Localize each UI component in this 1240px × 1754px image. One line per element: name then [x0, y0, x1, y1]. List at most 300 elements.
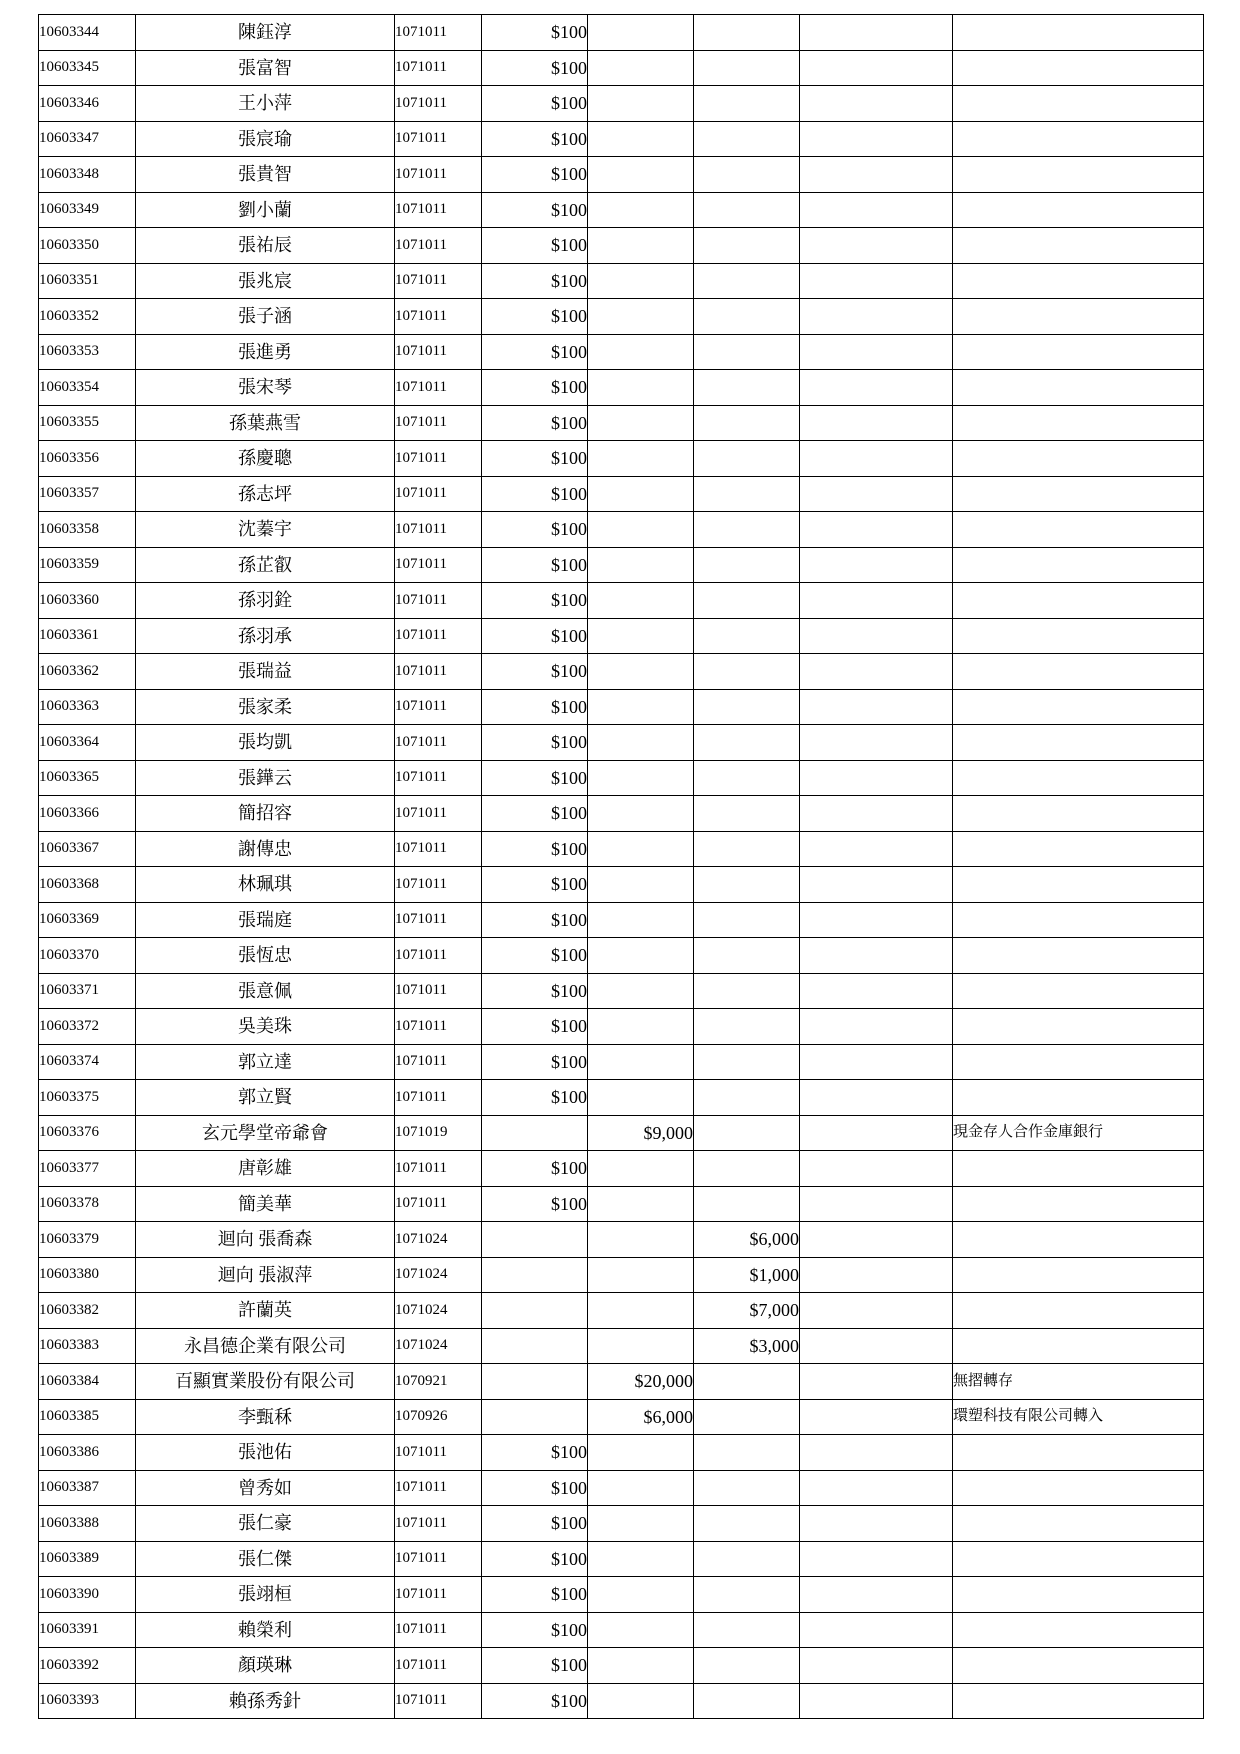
note-cell	[953, 86, 1204, 122]
date-cell: 1071011	[395, 50, 482, 86]
date-cell: 1071011	[395, 1612, 482, 1648]
amount-col2-cell	[588, 547, 694, 583]
date-cell: 1071011	[395, 121, 482, 157]
date-cell: 1071011	[395, 796, 482, 832]
date-cell: 1071011	[395, 583, 482, 619]
amount-col3-cell	[694, 689, 800, 725]
table-row	[39, 370, 1204, 406]
amount-col1-cell: $100	[482, 654, 588, 690]
donor-name-cell: 林珮琪	[136, 867, 395, 903]
date-cell: 1071011	[395, 831, 482, 867]
amount-col1-cell: $100	[482, 1577, 588, 1613]
table-row	[39, 1470, 1204, 1506]
amount-col4-cell	[800, 760, 953, 796]
table-row	[39, 1115, 1204, 1151]
amount-col4-cell	[800, 1648, 953, 1684]
amount-col1-cell: $100	[482, 334, 588, 370]
donor-name-cell: 簡招容	[136, 796, 395, 832]
date-cell: 1071011	[395, 973, 482, 1009]
note-cell	[953, 157, 1204, 193]
amount-col4-cell	[800, 263, 953, 299]
amount-col4-cell	[800, 192, 953, 228]
amount-col1-cell	[482, 1257, 588, 1293]
amount-col2-cell	[588, 689, 694, 725]
note-cell	[953, 796, 1204, 832]
donor-name-cell: 張宋琴	[136, 370, 395, 406]
table-row	[39, 796, 1204, 832]
receipt-number-cell: 10603363	[39, 689, 136, 725]
amount-col3-cell	[694, 1151, 800, 1187]
note-cell	[953, 1151, 1204, 1187]
amount-col2-cell	[588, 796, 694, 832]
amount-col3-cell	[694, 1470, 800, 1506]
table-row	[39, 831, 1204, 867]
note-cell	[953, 15, 1204, 51]
amount-col4-cell	[800, 725, 953, 761]
amount-col3-cell	[694, 441, 800, 477]
amount-col1-cell: $100	[482, 902, 588, 938]
amount-col4-cell	[800, 1577, 953, 1613]
table-row	[39, 15, 1204, 51]
amount-col2-cell	[588, 973, 694, 1009]
amount-col1-cell: $100	[482, 1044, 588, 1080]
amount-col2-cell	[588, 867, 694, 903]
amount-col4-cell	[800, 831, 953, 867]
table-row	[39, 1506, 1204, 1542]
receipt-number-cell: 10603385	[39, 1399, 136, 1435]
table-row	[39, 1328, 1204, 1364]
amount-col2-cell	[588, 15, 694, 51]
amount-col1-cell: $100	[482, 938, 588, 974]
receipt-number-cell: 10603354	[39, 370, 136, 406]
amount-col2-cell	[588, 476, 694, 512]
amount-col3-cell	[694, 370, 800, 406]
donor-name-cell: 張宸瑜	[136, 121, 395, 157]
amount-col3-cell	[694, 1435, 800, 1471]
amount-col1-cell	[482, 1222, 588, 1258]
receipt-number-cell: 10603393	[39, 1683, 136, 1719]
donor-name-cell: 孫羽承	[136, 618, 395, 654]
date-cell: 1071024	[395, 1257, 482, 1293]
amount-col4-cell	[800, 1186, 953, 1222]
receipt-number-cell: 10603367	[39, 831, 136, 867]
note-cell	[953, 1470, 1204, 1506]
amount-col3-cell	[694, 1577, 800, 1613]
date-cell: 1071011	[395, 441, 482, 477]
note-cell	[953, 1541, 1204, 1577]
donor-name-cell: 吳美珠	[136, 1009, 395, 1045]
note-cell	[953, 334, 1204, 370]
table-row	[39, 654, 1204, 690]
receipt-number-cell: 10603377	[39, 1151, 136, 1187]
amount-col3-cell	[694, 547, 800, 583]
receipt-number-cell: 10603356	[39, 441, 136, 477]
note-cell	[953, 1328, 1204, 1364]
amount-col2-cell	[588, 1080, 694, 1116]
amount-col2-cell	[588, 1257, 694, 1293]
amount-col4-cell	[800, 1293, 953, 1329]
amount-col1-cell	[482, 1399, 588, 1435]
date-cell: 1071019	[395, 1115, 482, 1151]
table-row	[39, 867, 1204, 903]
amount-col2-cell	[588, 192, 694, 228]
table-row	[39, 1648, 1204, 1684]
date-cell: 1071024	[395, 1222, 482, 1258]
amount-col1-cell: $100	[482, 441, 588, 477]
amount-col1-cell: $100	[482, 299, 588, 335]
amount-col4-cell	[800, 547, 953, 583]
amount-col2-cell	[588, 725, 694, 761]
amount-col4-cell	[800, 1364, 953, 1400]
amount-col2-cell	[588, 370, 694, 406]
amount-col3-cell: $3,000	[694, 1328, 800, 1364]
note-cell: 現金存人合作金庫銀行	[953, 1115, 1204, 1151]
receipt-number-cell: 10603375	[39, 1080, 136, 1116]
table-row	[39, 86, 1204, 122]
amount-col1-cell: $100	[482, 1009, 588, 1045]
donor-name-cell: 孫芷叡	[136, 547, 395, 583]
receipt-number-cell: 10603359	[39, 547, 136, 583]
amount-col2-cell	[588, 1470, 694, 1506]
amount-col1-cell: $100	[482, 86, 588, 122]
donor-name-cell: 郭立達	[136, 1044, 395, 1080]
table-row	[39, 263, 1204, 299]
amount-col3-cell	[694, 1186, 800, 1222]
amount-col4-cell	[800, 1151, 953, 1187]
amount-col3-cell	[694, 867, 800, 903]
amount-col1-cell: $100	[482, 796, 588, 832]
amount-col1-cell: $100	[482, 192, 588, 228]
amount-col4-cell	[800, 902, 953, 938]
amount-col2-cell	[588, 1222, 694, 1258]
note-cell	[953, 512, 1204, 548]
amount-col4-cell	[800, 1683, 953, 1719]
amount-col1-cell: $100	[482, 618, 588, 654]
note-cell	[953, 547, 1204, 583]
donor-name-cell: 郭立賢	[136, 1080, 395, 1116]
date-cell: 1071011	[395, 1080, 482, 1116]
receipt-number-cell: 10603361	[39, 618, 136, 654]
amount-col3-cell: $1,000	[694, 1257, 800, 1293]
date-cell: 1071011	[395, 1435, 482, 1471]
date-cell: 1071011	[395, 725, 482, 761]
amount-col3-cell	[694, 157, 800, 193]
donor-name-cell: 孫羽銓	[136, 583, 395, 619]
amount-col2-cell	[588, 1541, 694, 1577]
note-cell	[953, 725, 1204, 761]
note-cell	[953, 192, 1204, 228]
note-cell	[953, 1257, 1204, 1293]
amount-col1-cell	[482, 1293, 588, 1329]
amount-col3-cell	[694, 583, 800, 619]
amount-col3-cell	[694, 1364, 800, 1400]
amount-col4-cell	[800, 157, 953, 193]
amount-col1-cell: $100	[482, 760, 588, 796]
table-row	[39, 121, 1204, 157]
donor-name-cell: 張瑞益	[136, 654, 395, 690]
receipt-number-cell: 10603376	[39, 1115, 136, 1151]
amount-col4-cell	[800, 405, 953, 441]
date-cell: 1071011	[395, 1541, 482, 1577]
note-cell	[953, 405, 1204, 441]
date-cell: 1071011	[395, 1577, 482, 1613]
amount-col2-cell	[588, 405, 694, 441]
donation-ledger-table	[38, 14, 1204, 1719]
date-cell: 1071011	[395, 157, 482, 193]
amount-col2-cell	[588, 654, 694, 690]
amount-col1-cell: $100	[482, 1648, 588, 1684]
note-cell	[953, 370, 1204, 406]
amount-col2-cell	[588, 1044, 694, 1080]
note-cell	[953, 441, 1204, 477]
amount-col4-cell	[800, 1115, 953, 1151]
donor-name-cell: 孫志坪	[136, 476, 395, 512]
table-row	[39, 50, 1204, 86]
amount-col3-cell	[694, 831, 800, 867]
amount-col4-cell	[800, 86, 953, 122]
note-cell	[953, 263, 1204, 299]
date-cell: 1070926	[395, 1399, 482, 1435]
donor-name-cell: 沈蓁宇	[136, 512, 395, 548]
amount-col2-cell	[588, 1293, 694, 1329]
amount-col4-cell	[800, 15, 953, 51]
receipt-number-cell: 10603383	[39, 1328, 136, 1364]
table-row	[39, 192, 1204, 228]
amount-col4-cell	[800, 1612, 953, 1648]
note-cell	[953, 1683, 1204, 1719]
receipt-number-cell: 10603362	[39, 654, 136, 690]
amount-col2-cell	[588, 938, 694, 974]
amount-col2-cell	[588, 583, 694, 619]
amount-col4-cell	[800, 1328, 953, 1364]
table-row	[39, 1577, 1204, 1613]
amount-col1-cell	[482, 1115, 588, 1151]
table-row	[39, 618, 1204, 654]
receipt-number-cell: 10603369	[39, 902, 136, 938]
date-cell: 1071011	[395, 867, 482, 903]
note-cell	[953, 1222, 1204, 1258]
amount-col2-cell	[588, 121, 694, 157]
note-cell	[953, 1009, 1204, 1045]
amount-col1-cell: $100	[482, 1506, 588, 1542]
amount-col1-cell: $100	[482, 689, 588, 725]
receipt-number-cell: 10603386	[39, 1435, 136, 1471]
note-cell	[953, 1044, 1204, 1080]
table-row	[39, 547, 1204, 583]
ledger-body	[39, 15, 1204, 1719]
note-cell	[953, 689, 1204, 725]
date-cell: 1071011	[395, 1506, 482, 1542]
amount-col1-cell: $100	[482, 50, 588, 86]
table-row	[39, 405, 1204, 441]
date-cell: 1071011	[395, 1151, 482, 1187]
amount-col3-cell	[694, 1648, 800, 1684]
amount-col1-cell: $100	[482, 121, 588, 157]
date-cell: 1071011	[395, 228, 482, 264]
amount-col2-cell	[588, 618, 694, 654]
note-cell	[953, 476, 1204, 512]
amount-col4-cell	[800, 50, 953, 86]
amount-col4-cell	[800, 1009, 953, 1045]
donor-name-cell: 張貴智	[136, 157, 395, 193]
amount-col2-cell	[588, 1577, 694, 1613]
amount-col4-cell	[800, 1470, 953, 1506]
note-cell	[953, 654, 1204, 690]
amount-col4-cell	[800, 334, 953, 370]
amount-col4-cell	[800, 867, 953, 903]
receipt-number-cell: 10603380	[39, 1257, 136, 1293]
date-cell: 1071011	[395, 15, 482, 51]
receipt-number-cell: 10603346	[39, 86, 136, 122]
amount-col1-cell: $100	[482, 1470, 588, 1506]
table-row	[39, 1009, 1204, 1045]
amount-col3-cell	[694, 1044, 800, 1080]
table-row	[39, 476, 1204, 512]
table-row	[39, 1186, 1204, 1222]
amount-col1-cell: $100	[482, 725, 588, 761]
amount-col3-cell	[694, 263, 800, 299]
receipt-number-cell: 10603360	[39, 583, 136, 619]
note-cell	[953, 760, 1204, 796]
note-cell	[953, 618, 1204, 654]
receipt-number-cell: 10603358	[39, 512, 136, 548]
donor-name-cell: 謝傳忠	[136, 831, 395, 867]
date-cell: 1071011	[395, 370, 482, 406]
amount-col3-cell	[694, 938, 800, 974]
amount-col4-cell	[800, 1506, 953, 1542]
donor-name-cell: 曾秀如	[136, 1470, 395, 1506]
table-row	[39, 902, 1204, 938]
amount-col4-cell	[800, 1435, 953, 1471]
receipt-number-cell: 10603365	[39, 760, 136, 796]
amount-col3-cell	[694, 1541, 800, 1577]
amount-col2-cell	[588, 1186, 694, 1222]
amount-col3-cell	[694, 796, 800, 832]
amount-col3-cell	[694, 50, 800, 86]
donor-name-cell: 唐彰雄	[136, 1151, 395, 1187]
receipt-number-cell: 10603350	[39, 228, 136, 264]
receipt-number-cell: 10603387	[39, 1470, 136, 1506]
table-row	[39, 938, 1204, 974]
note-cell	[953, 299, 1204, 335]
table-row	[39, 1435, 1204, 1471]
amount-col4-cell	[800, 1044, 953, 1080]
receipt-number-cell: 10603390	[39, 1577, 136, 1613]
date-cell: 1071011	[395, 1648, 482, 1684]
table-row	[39, 157, 1204, 193]
amount-col1-cell: $100	[482, 1080, 588, 1116]
receipt-number-cell: 10603384	[39, 1364, 136, 1400]
amount-col3-cell	[694, 228, 800, 264]
date-cell: 1071011	[395, 512, 482, 548]
date-cell: 1071011	[395, 654, 482, 690]
amount-col3-cell	[694, 1612, 800, 1648]
date-cell: 1070921	[395, 1364, 482, 1400]
amount-col3-cell	[694, 1080, 800, 1116]
amount-col4-cell	[800, 299, 953, 335]
amount-col3-cell	[694, 476, 800, 512]
amount-col1-cell: $100	[482, 228, 588, 264]
amount-col2-cell	[588, 299, 694, 335]
date-cell: 1071011	[395, 547, 482, 583]
note-cell	[953, 583, 1204, 619]
amount-col2-cell	[588, 760, 694, 796]
amount-col3-cell	[694, 902, 800, 938]
note-cell	[953, 1612, 1204, 1648]
receipt-number-cell: 10603349	[39, 192, 136, 228]
amount-col2-cell: $20,000	[588, 1364, 694, 1400]
note-cell	[953, 973, 1204, 1009]
amount-col4-cell	[800, 512, 953, 548]
date-cell: 1071011	[395, 760, 482, 796]
receipt-number-cell: 10603351	[39, 263, 136, 299]
amount-col1-cell: $100	[482, 547, 588, 583]
receipt-number-cell: 10603368	[39, 867, 136, 903]
amount-col2-cell	[588, 441, 694, 477]
amount-col3-cell	[694, 725, 800, 761]
amount-col3-cell	[694, 618, 800, 654]
donor-name-cell: 永昌德企業有限公司	[136, 1328, 395, 1364]
donor-name-cell: 張子涵	[136, 299, 395, 335]
receipt-number-cell: 10603353	[39, 334, 136, 370]
amount-col1-cell: $100	[482, 157, 588, 193]
table-row	[39, 1044, 1204, 1080]
receipt-number-cell: 10603388	[39, 1506, 136, 1542]
table-row	[39, 760, 1204, 796]
donor-name-cell: 顏瑛琳	[136, 1648, 395, 1684]
donor-name-cell: 張意佩	[136, 973, 395, 1009]
donor-name-cell: 張恆忠	[136, 938, 395, 974]
amount-col4-cell	[800, 228, 953, 264]
amount-col1-cell	[482, 1364, 588, 1400]
amount-col3-cell	[694, 299, 800, 335]
amount-col1-cell: $100	[482, 1186, 588, 1222]
donor-name-cell: 孫葉燕雪	[136, 405, 395, 441]
amount-col1-cell: $100	[482, 263, 588, 299]
amount-col3-cell: $7,000	[694, 1293, 800, 1329]
table-row	[39, 441, 1204, 477]
amount-col3-cell	[694, 192, 800, 228]
donor-name-cell: 張祐辰	[136, 228, 395, 264]
note-cell	[953, 1506, 1204, 1542]
amount-col2-cell	[588, 831, 694, 867]
receipt-number-cell: 10603382	[39, 1293, 136, 1329]
receipt-number-cell: 10603347	[39, 121, 136, 157]
amount-col2-cell	[588, 512, 694, 548]
amount-col2-cell: $6,000	[588, 1399, 694, 1435]
amount-col4-cell	[800, 1222, 953, 1258]
table-row	[39, 1222, 1204, 1258]
amount-col2-cell	[588, 1328, 694, 1364]
note-cell: 環塑科技有限公司轉入	[953, 1399, 1204, 1435]
note-cell	[953, 50, 1204, 86]
amount-col2-cell	[588, 86, 694, 122]
amount-col3-cell	[694, 15, 800, 51]
donor-name-cell: 張鏵云	[136, 760, 395, 796]
table-row	[39, 1293, 1204, 1329]
donor-name-cell: 李甄秝	[136, 1399, 395, 1435]
date-cell: 1071011	[395, 1470, 482, 1506]
note-cell	[953, 938, 1204, 974]
amount-col2-cell	[588, 902, 694, 938]
note-cell	[953, 1186, 1204, 1222]
note-cell	[953, 1577, 1204, 1613]
date-cell: 1071011	[395, 618, 482, 654]
amount-col4-cell	[800, 476, 953, 512]
amount-col1-cell: $100	[482, 370, 588, 406]
donor-name-cell: 張均凱	[136, 725, 395, 761]
donor-name-cell: 賴榮利	[136, 1612, 395, 1648]
